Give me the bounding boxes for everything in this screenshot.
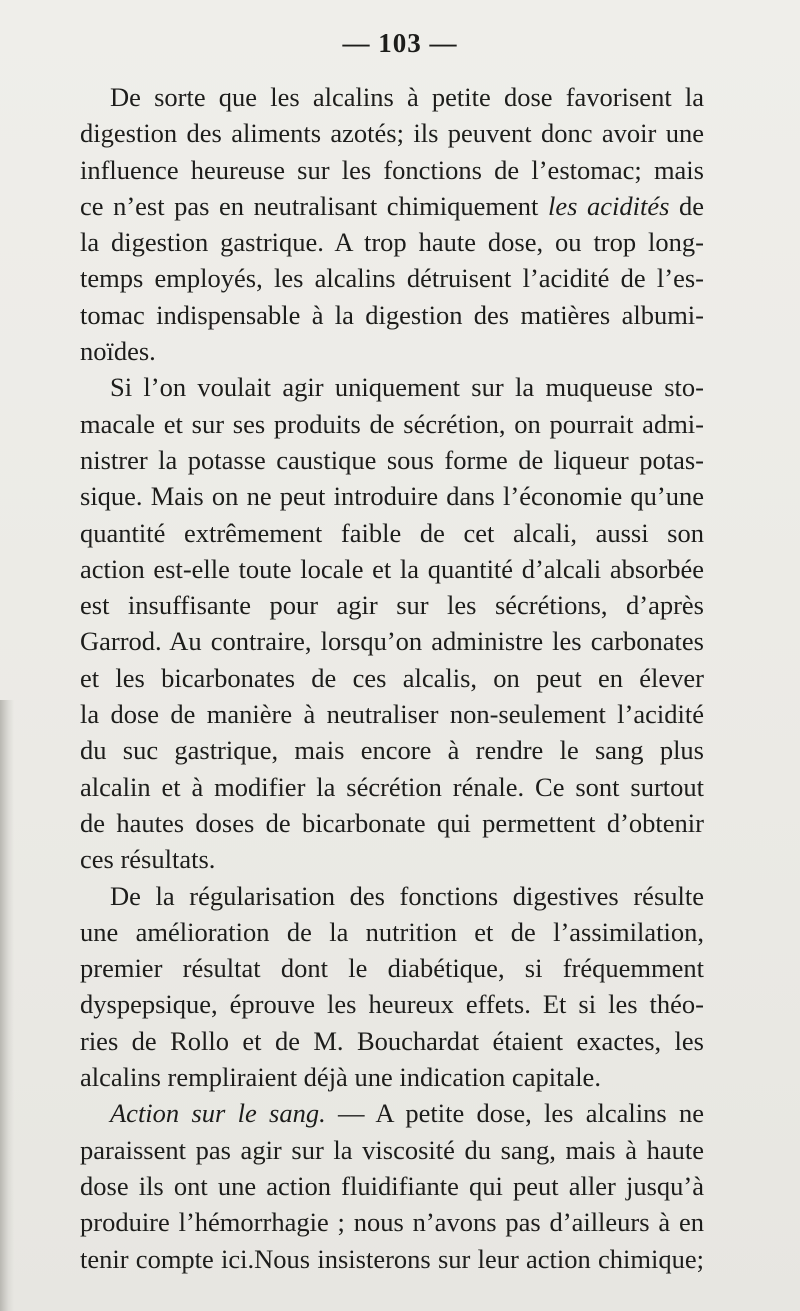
text-line: ces résultats.	[80, 844, 216, 875]
text-segment: — A petite dose, les alcalins ne	[325, 1098, 704, 1129]
page-number: — 103 —	[342, 28, 458, 58]
text-line: dose ils ont une action fluidifiante qui peut aller jusqu’à	[80, 1170, 704, 1201]
text-line: digestion des aliments azotés; ils peuvent donc avoir une	[80, 118, 704, 149]
text-line: de hautes doses de bicarbonate qui permettent d’obtenir	[80, 807, 704, 838]
text-segment: ce n’est pas en neutralisant chimiquement	[80, 190, 548, 221]
page-edge-shadow	[0, 700, 14, 1311]
text-line: influence heureuse sur les fonctions de l’estomac; mais	[80, 154, 704, 185]
text-line: De la régularisation des fonctions digestives résulte	[110, 880, 704, 911]
text-line: quantité extrêmement faible de cet alcali, aussi son	[80, 517, 704, 548]
text-line: une amélioration de la nutrition et de l’assimilation,	[80, 916, 704, 947]
text-line: paraissent pas agir sur la viscosité du sang, mais à haute	[80, 1134, 704, 1165]
paragraph-2	[80, 369, 704, 877]
text-line: alcalin et à modifier la sécrétion rénale. Ce sont surtout	[80, 771, 704, 802]
text-line: produire l’hémorrhagie ; nous n’avons pas d’ailleurs à en	[80, 1207, 704, 1238]
text-line: nistrer la potasse caustique sous forme de liqueur potas-	[80, 444, 704, 475]
text-line: temps employés, les alcalins détruisent l’acidité de l’es-	[80, 263, 704, 294]
text-line: tomac indispensable à la digestion des matières albumi-	[80, 299, 704, 330]
paragraph-3	[80, 878, 704, 1096]
text-line: Garrod. Au contraire, lorsqu’on administre les carbonates	[80, 626, 704, 657]
text-line-with-italic	[80, 188, 704, 224]
section-heading-italic: Action sur le sang.	[110, 1098, 326, 1129]
text-line: tenir compte ici.Nous insisterons sur leur action chimique;	[80, 1243, 704, 1274]
text-line: premier résultat dont le diabétique, si fréquemment	[80, 953, 704, 984]
body-text	[80, 79, 704, 1277]
text-line: alcalins rempliraient déjà une indication capitale.	[80, 1062, 601, 1093]
text-line: la digestion gastrique. A trop haute dose, ou trop long-	[80, 227, 704, 258]
text-line: Si l’on voulait agir uniquement sur la muqueuse sto-	[110, 372, 704, 403]
text-line: sique. Mais on ne peut introduire dans l’économie qu’une	[80, 481, 704, 512]
italic-phrase: les acidités	[547, 190, 670, 221]
text-line: dyspepsique, éprouve les heureux effets. Et si les théo-	[80, 989, 704, 1020]
text-line-with-italic	[80, 1095, 704, 1131]
text-line: De sorte que les alcalins à petite dose favorisent la	[110, 82, 704, 112]
text-line: du suc gastrique, mais encore à rendre le sang plus	[80, 735, 704, 766]
text-line: noïdes.	[80, 336, 156, 367]
text-line: est insuffisante pour agir sur les sécrétions, d’après	[80, 590, 704, 621]
paragraph-1	[80, 79, 704, 369]
text-segment: de	[669, 190, 704, 221]
text-line: et les bicarbonates de ces alcalis, on peut en élever	[80, 662, 704, 693]
text-line: action est-elle toute locale et la quantité d’alcali absorbée	[80, 553, 704, 584]
text-line: la dose de manière à neutraliser non-seulement l’acidité	[80, 699, 704, 730]
text-line: macale et sur ses produits de sécrétion, on pourrait admi-	[80, 408, 704, 439]
paragraph-4	[80, 1095, 704, 1276]
text-line: ries de Rollo et de M. Bouchardat étaient exactes, les	[80, 1025, 704, 1056]
